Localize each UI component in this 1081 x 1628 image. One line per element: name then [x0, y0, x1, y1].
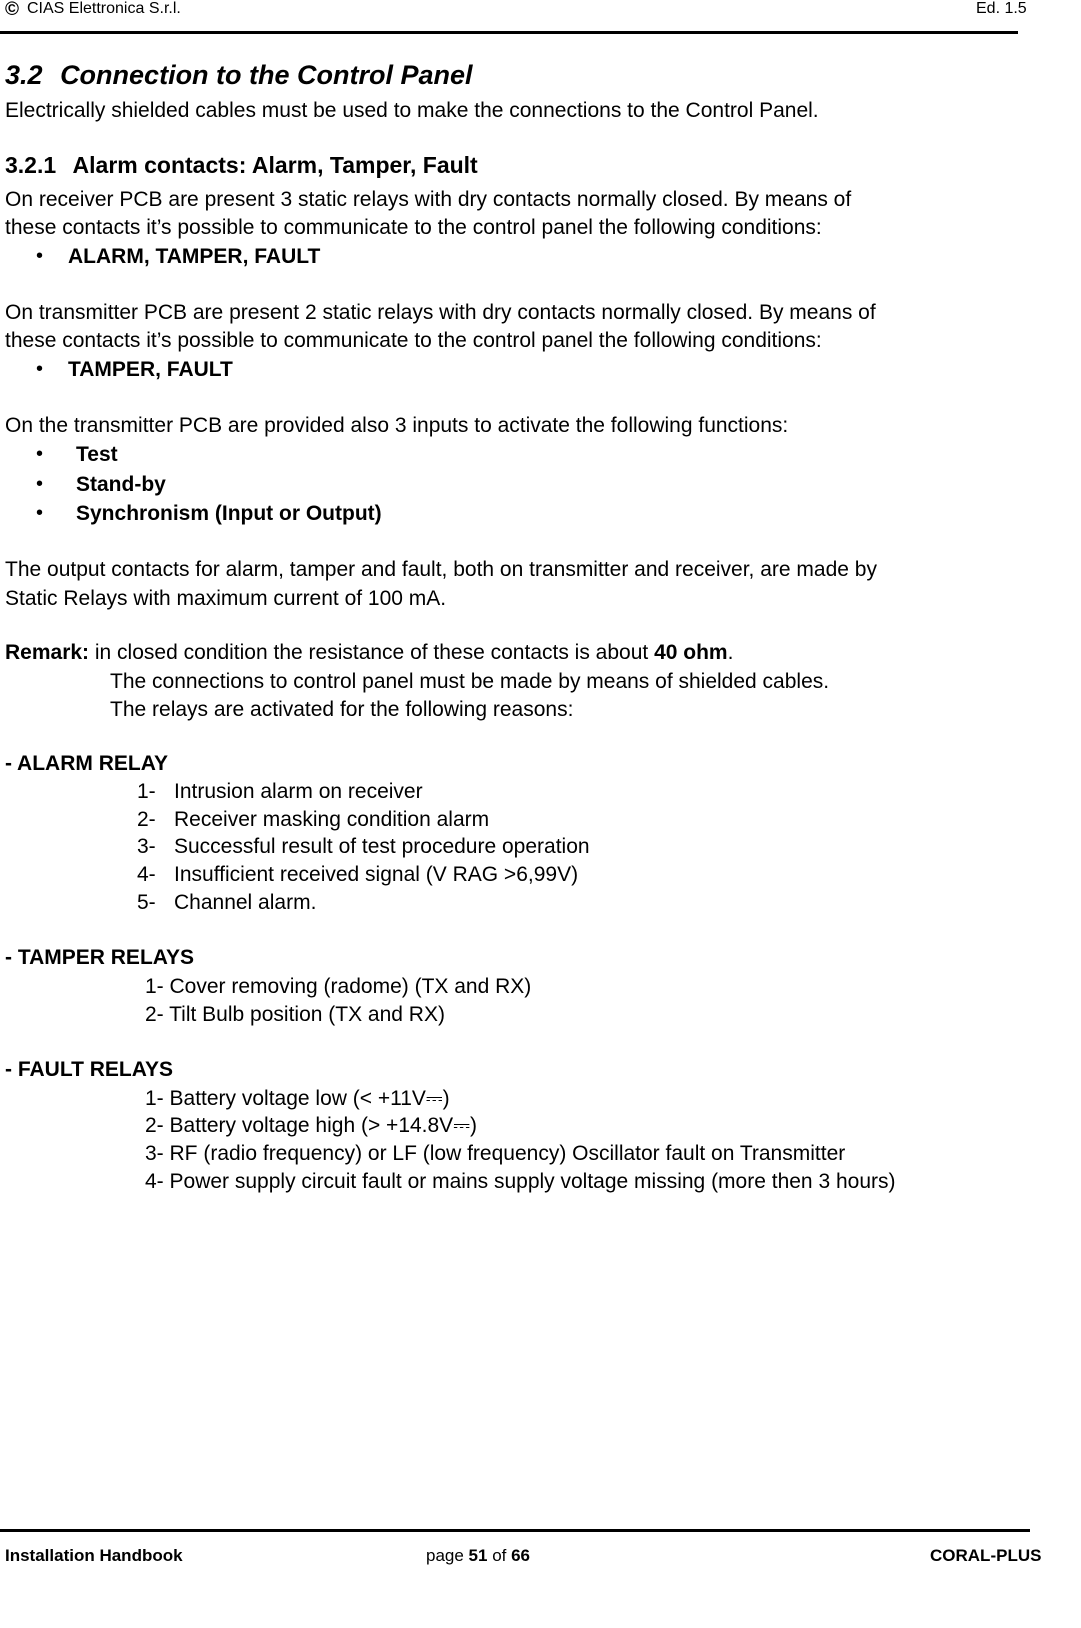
alarm-relay-num: 2- — [137, 808, 156, 831]
footer-left: Installation Handbook — [5, 1546, 183, 1565]
remark-line-3: The relays are activated for the following reasons: — [110, 698, 574, 721]
footer-rule — [0, 1529, 1030, 1532]
page-prefix: page — [426, 1546, 469, 1565]
bullet-icon: • — [36, 443, 44, 465]
alarm-relay-num: 1- — [137, 780, 156, 803]
remark-label: Remark: — [5, 641, 90, 664]
output-line-1: The output contacts for alarm, tamper and fault, both on transmitter and receiver, are made by — [5, 558, 877, 581]
subsection-number: 3.2.1 — [5, 152, 57, 178]
tamper-relay-item: 2- Tilt Bulb position (TX and RX) — [145, 1003, 445, 1026]
remark-value: 40 ohm — [654, 641, 728, 664]
header-edition: Ed. 1.5 — [976, 0, 1027, 17]
fault-relay-item: 2- Battery voltage high (> +14.8V⎓) — [145, 1114, 477, 1137]
alarm-relay-item: Insufficient received signal (V RAG >6,99V) — [174, 863, 579, 886]
subsection-heading — [5, 152, 478, 179]
tamper-relays-title: - TAMPER RELAYS — [5, 946, 195, 969]
alarm-relay-item: Intrusion alarm on receiver — [174, 780, 423, 803]
tamper-relay-item: 1- Cover removing (radome) (TX and RX) — [145, 975, 532, 998]
receiver-line-1: On receiver PCB are present 3 static relays with dry contacts normally closed. By means of — [5, 188, 852, 211]
fault-relay-item: 3- RF (radio frequency) or LF (low frequency) Oscillator fault on Transmitter — [145, 1142, 846, 1165]
remark-text: in closed condition the resistance of these contacts is about — [89, 641, 655, 664]
section-title: Connection to the Control Panel — [60, 60, 473, 90]
page-of: of — [487, 1546, 512, 1565]
transmitter-line-2: these contacts it’s possible to communicate to the control panel the following conditions: — [5, 329, 822, 352]
transmitter-bullet: TAMPER, FAULT — [68, 358, 233, 381]
copyright-icon: © — [5, 0, 19, 20]
header-rule — [0, 31, 1018, 34]
subsection-title: Alarm contacts: Alarm, Tamper, Fault — [72, 152, 478, 178]
bullet-icon: • — [36, 245, 44, 267]
output-line-2: Static Relays with maximum current of 100 mA. — [5, 587, 447, 610]
remark-line-1 — [5, 641, 733, 665]
section-number: 3.2 — [5, 60, 43, 90]
fault-relay-item: 1- Battery voltage low (< +11V⎓) — [145, 1087, 450, 1110]
bullet-icon: • — [36, 502, 44, 524]
input-item: Synchronism (Input or Output) — [76, 502, 382, 525]
remark-line-2: The connections to control panel must be made by means of shielded cables. — [110, 670, 830, 693]
section-intro: Electrically shielded cables must be used to make the connections to the Control Panel. — [5, 99, 819, 122]
input-item: Stand-by — [76, 473, 166, 496]
footer-right: CORAL-PLUS — [930, 1546, 1042, 1565]
bullet-icon: • — [36, 473, 44, 495]
alarm-relay-num: 3- — [137, 835, 156, 858]
input-item: Test — [76, 443, 118, 466]
fault-relays-title: - FAULT RELAYS — [5, 1058, 174, 1081]
page-total: 66 — [511, 1546, 531, 1565]
page-current: 51 — [468, 1546, 488, 1565]
alarm-relay-item: Channel alarm. — [174, 891, 317, 914]
bullet-icon: • — [36, 358, 44, 380]
alarm-relay-title: - ALARM RELAY — [5, 752, 168, 775]
receiver-bullet: ALARM, TAMPER, FAULT — [68, 245, 321, 268]
section-heading — [5, 60, 473, 91]
receiver-line-2: these contacts it’s possible to communicate to the control panel the following conditions: — [5, 216, 822, 239]
header-company: CIAS Elettronica S.r.l. — [27, 0, 181, 17]
alarm-relay-item: Receiver masking condition alarm — [174, 808, 490, 831]
alarm-relay-item: Successful result of test procedure operation — [174, 835, 590, 858]
inputs-intro: On the transmitter PCB are provided also 3 inputs to activate the following functions: — [5, 414, 789, 437]
remark-end: . — [727, 641, 734, 664]
transmitter-line-1: On transmitter PCB are present 2 static relays with dry contacts normally closed. By means of — [5, 301, 876, 324]
alarm-relay-num: 5- — [137, 891, 156, 914]
alarm-relay-num: 4- — [137, 863, 156, 886]
footer-page — [426, 1546, 530, 1566]
fault-relay-item: 4- Power supply circuit fault or mains supply voltage missing (more then 3 hours) — [145, 1170, 896, 1193]
